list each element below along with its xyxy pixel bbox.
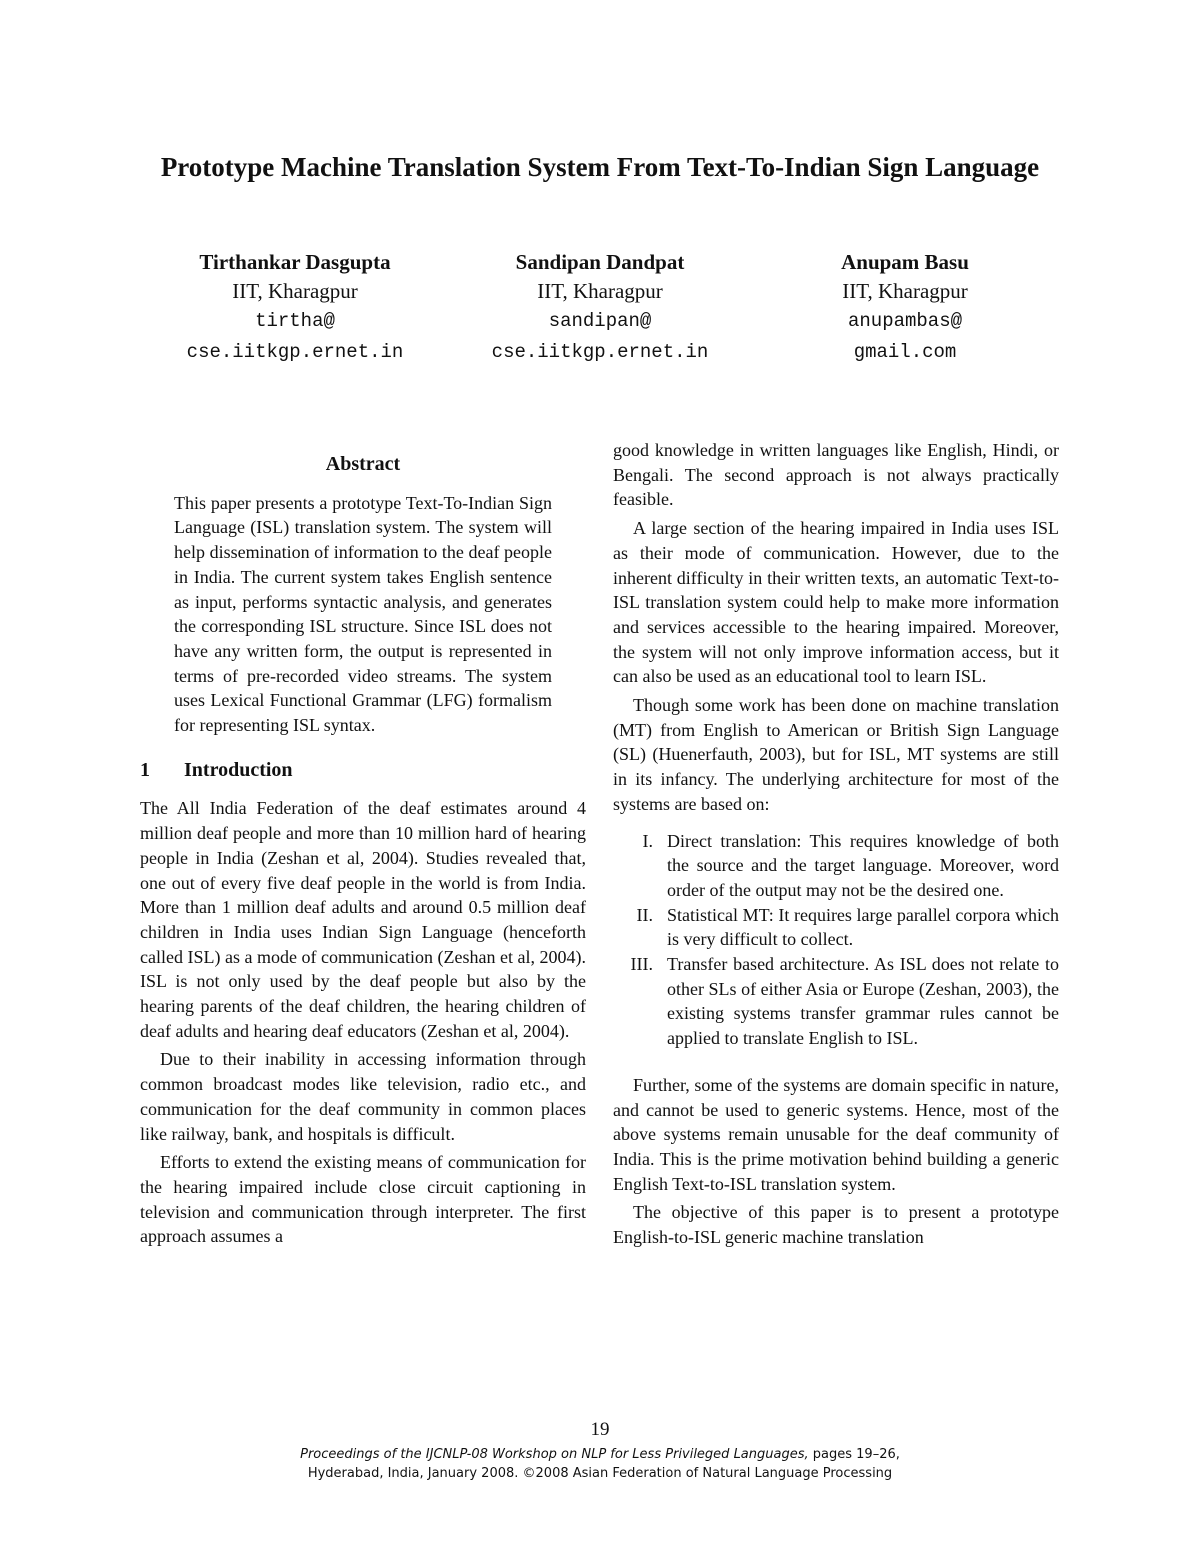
list-marker: III. xyxy=(630,954,653,975)
author-email-domain: cse.iitkgp.ernet.in xyxy=(186,341,404,363)
right-paragraph-4: Further, some of the systems are domain specific in nature, and cannot be used to generic systems. Hence, most of the above systems remain unusable for the deaf community of India. This is the prime motivation behind building a generic English Text-to-ISL translation system. xyxy=(613,1074,1059,1194)
intro-paragraph-2: Due to their inability in accessing information through common broadcast modes like television, radio etc., and communication for the deaf community in common places like railway, bank, and hospitals is difficult. xyxy=(140,1049,586,1144)
author-name: Tirthankar Dasgupta xyxy=(199,250,391,274)
author-email-domain: gmail.com xyxy=(853,341,957,363)
page-number: 19 xyxy=(590,1419,610,1440)
section-number: 1 xyxy=(140,758,150,781)
right-column xyxy=(613,438,1059,1254)
list-item xyxy=(613,903,1059,952)
list-marker: II. xyxy=(636,904,653,925)
abstract-heading: Abstract xyxy=(325,453,401,475)
list-item-text: Direct translation: This requires knowledge of both the source and the target language. Moreover, word order of the output may not be the desired one. xyxy=(667,830,1059,900)
footer-line-2: Hyderabad, India, January 2008. ©2008 Asian Federation of Natural Language Processing xyxy=(307,1466,893,1481)
section-heading-introduction xyxy=(140,758,586,783)
intro-paragraph-3: Efforts to extend the existing means of communication for the hearing impaired include close circuit captioning in television and communication through interpreter. The first approach assumes a xyxy=(140,1152,586,1247)
intro-paragraph-1: The All India Federation of the deaf estimates around 4 million deaf people and more than 10 million hard of hearing people in India (Zeshan et al, 2004). Studies revealed that, one out of every five deaf people in the world is from India. More than 1 million deaf adults and around 0.5 million deaf children in India uses Indian Sign Language (henceforth called ISL) as a mode of communication (Zeshan et al, 2004). ISL is not only used by the deaf people but also by the hearing parents of the deaf children, the hearing children of deaf adults and hearing deaf educators (Zeshan et al, 2004). xyxy=(140,798,586,1041)
list-item xyxy=(613,829,1059,903)
right-paragraph-2: A large section of the hearing impaired in India uses ISL as their mode of communication. However, due to the inherent difficulty in their written texts, an automatic Text-to-ISL translation system could help to make more information and services accessible to the hearing impaired. Moreover, the system will not only improve information access, but it can also be used as an educational tool to learn ISL. xyxy=(613,518,1059,687)
author-block-3 xyxy=(760,248,1050,368)
list-item-text: Transfer based architecture. As ISL does not relate to other SLs of either Asia or Europe (Zeshan, 2003), the existing systems transfer grammar rules cannot be applied to translate English to ISL. xyxy=(667,954,1059,1049)
right-paragraph-5: The objective of this paper is to present a prototype English-to-ISL generic machine translation xyxy=(613,1202,1059,1248)
footer-line-1 xyxy=(0,1445,1200,1464)
author-affiliation: IIT, Kharagpur xyxy=(232,279,358,303)
footer-venue: Proceedings of the IJCNLP-08 Workshop on NLP for Less Privileged Languages, xyxy=(300,1447,809,1462)
author-email-user: anupambas@ xyxy=(847,310,963,332)
right-paragraph-1: good knowledge in written languages like English, Hindi, or Bengali. The second approach is not always practically feasible. xyxy=(613,440,1059,510)
list-item-text: Statistical MT: It requires large parallel corpora which is very difficult to collect. xyxy=(667,904,1059,950)
list-item xyxy=(613,952,1059,1051)
footer-pages: pages 19–26, xyxy=(812,1447,900,1462)
abstract-text: This paper presents a prototype Text-To-Indian Sign Language (ISL) translation system. The system will help dissemination of information to the deaf people in India. The current system takes English sentence as input, performs syntactic analysis, and generates the corresponding ISL structure. Since ISL does not have any written form, the output is represented in terms of pre-recorded video streams. The system uses Lexical Functional Grammar (LFG) formalism for representing ISL syntax. xyxy=(174,492,552,736)
list-marker: I. xyxy=(642,830,653,851)
author-block-2 xyxy=(455,248,745,368)
architecture-list xyxy=(613,829,1059,1051)
right-paragraph-3: Though some work has been done on machine translation (MT) from English to American or British Sign Language (SL) (Huenerfauth, 2003), but for ISL, MT systems are still in its infancy. The underlying architecture for most of the systems are based on: xyxy=(613,695,1059,814)
paper-title: Prototype Machine Translation System From Text-To-Indian Sign Language xyxy=(160,152,1040,182)
author-affiliation: IIT, Kharagpur xyxy=(842,279,968,303)
author-email-user: sandipan@ xyxy=(548,310,652,332)
section-title-text: Introduction xyxy=(184,758,293,781)
author-email-user: tirtha@ xyxy=(255,310,335,332)
author-email-domain: cse.iitkgp.ernet.in xyxy=(491,341,709,363)
left-column xyxy=(140,440,586,1253)
author-affiliation: IIT, Kharagpur xyxy=(537,279,663,303)
page-footer xyxy=(0,1445,1200,1483)
author-name: Sandipan Dandpat xyxy=(515,250,685,274)
author-block-1 xyxy=(150,248,440,368)
author-name: Anupam Basu xyxy=(841,250,969,274)
